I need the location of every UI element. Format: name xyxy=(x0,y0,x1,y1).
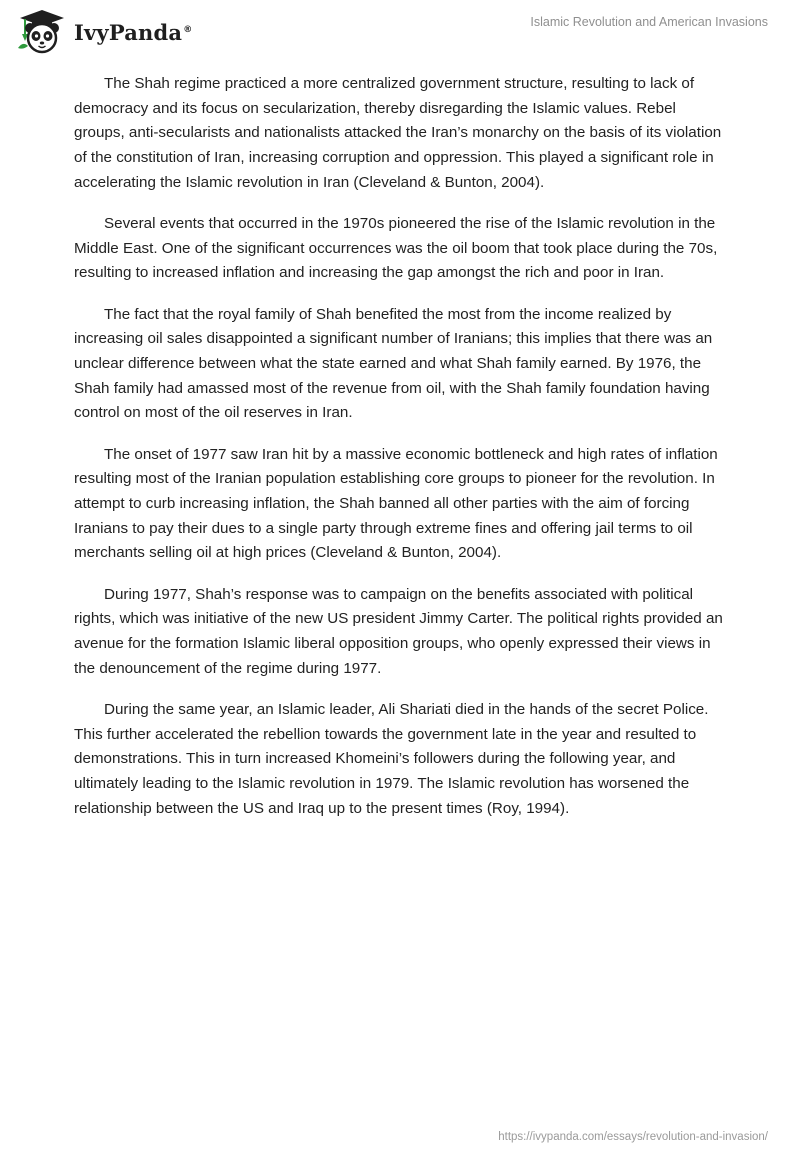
paragraph: Several events that occurred in the 1970s pioneered the rise of the Islamic revolution in the Middle East. One of the significant occurrences was the oil boom that took place during the 70s, resulting to increased inflation and increasing the gap amongst the rich and poor in Iran. xyxy=(74,215,718,282)
paragraph: The onset of 1977 saw Iran hit by a massive economic bottleneck and high rates of inflation resulting most of the Iranian population establishing core groups to pioneer for the revolution. In attempt to curb increasing inflation, the Shah banned all other parties with the aim of forcing Iranians to pay their dues to a single party through extreme fines and offering jail terms to oil merchants selling oil at high prices (Cleveland & Bunton, 2004). xyxy=(74,445,718,562)
paragraph: The Shah regime practiced a more centralized government structure, resulting to lack of democracy and its focus on secularization, thereby disregarding the Islamic values. Rebel groups, anti-secularists and nationalists attacked the Iran’s monarchy on the basis of its violation of the constitution of Iran, increasing corruption and oppression. This played a significant role in accelerating the Islamic revolution in Iran (Cleveland & Bunton, 2004). xyxy=(74,75,722,191)
brand-logo[interactable] xyxy=(14,8,192,54)
panda-logo-icon xyxy=(14,8,70,54)
source-url-link[interactable]: https://ivypanda.com/essays/revolution-and-invasion/ xyxy=(498,1131,768,1143)
document-title: Islamic Revolution and American Invasions xyxy=(530,15,768,29)
essay-body xyxy=(74,72,726,838)
paragraph: The fact that the royal family of Shah benefited the most from the income realized by increasing oil sales disappointed a significant number of Iranians; this implies that there was an unclear difference between what the state earned and what Shah family earned. By 1976, the Shah family had amassed most of the revenue from oil, with the Shah family foundation having control on most of the oil reserves in Iran. xyxy=(74,305,713,422)
registered-mark: ® xyxy=(183,24,193,35)
paragraph: During the same year, an Islamic leader, Ali Shariati died in the hands of the secret Police. This further accelerated the rebellion towards the government late in the year and resulted to demonstrations. This in turn increased Khomeini’s followers during the following year, and ultimately leading to the Islamic revolution in 1979. The Islamic revolution has worsened the relationship between the US and Iraq up to the present times (Roy, 1994). xyxy=(74,700,709,817)
page-header xyxy=(0,0,800,60)
brand-name: IvyPanda® xyxy=(74,19,193,45)
paragraph: During 1977, Shah’s response was to campaign on the benefits associated with political rights, which was initiative of the new US president Jimmy Carter. The political rights provided an avenue for the formation Islamic liberal opposition groups, who openly expressed their views in the denouncement of the regime during 1977. xyxy=(74,585,723,677)
